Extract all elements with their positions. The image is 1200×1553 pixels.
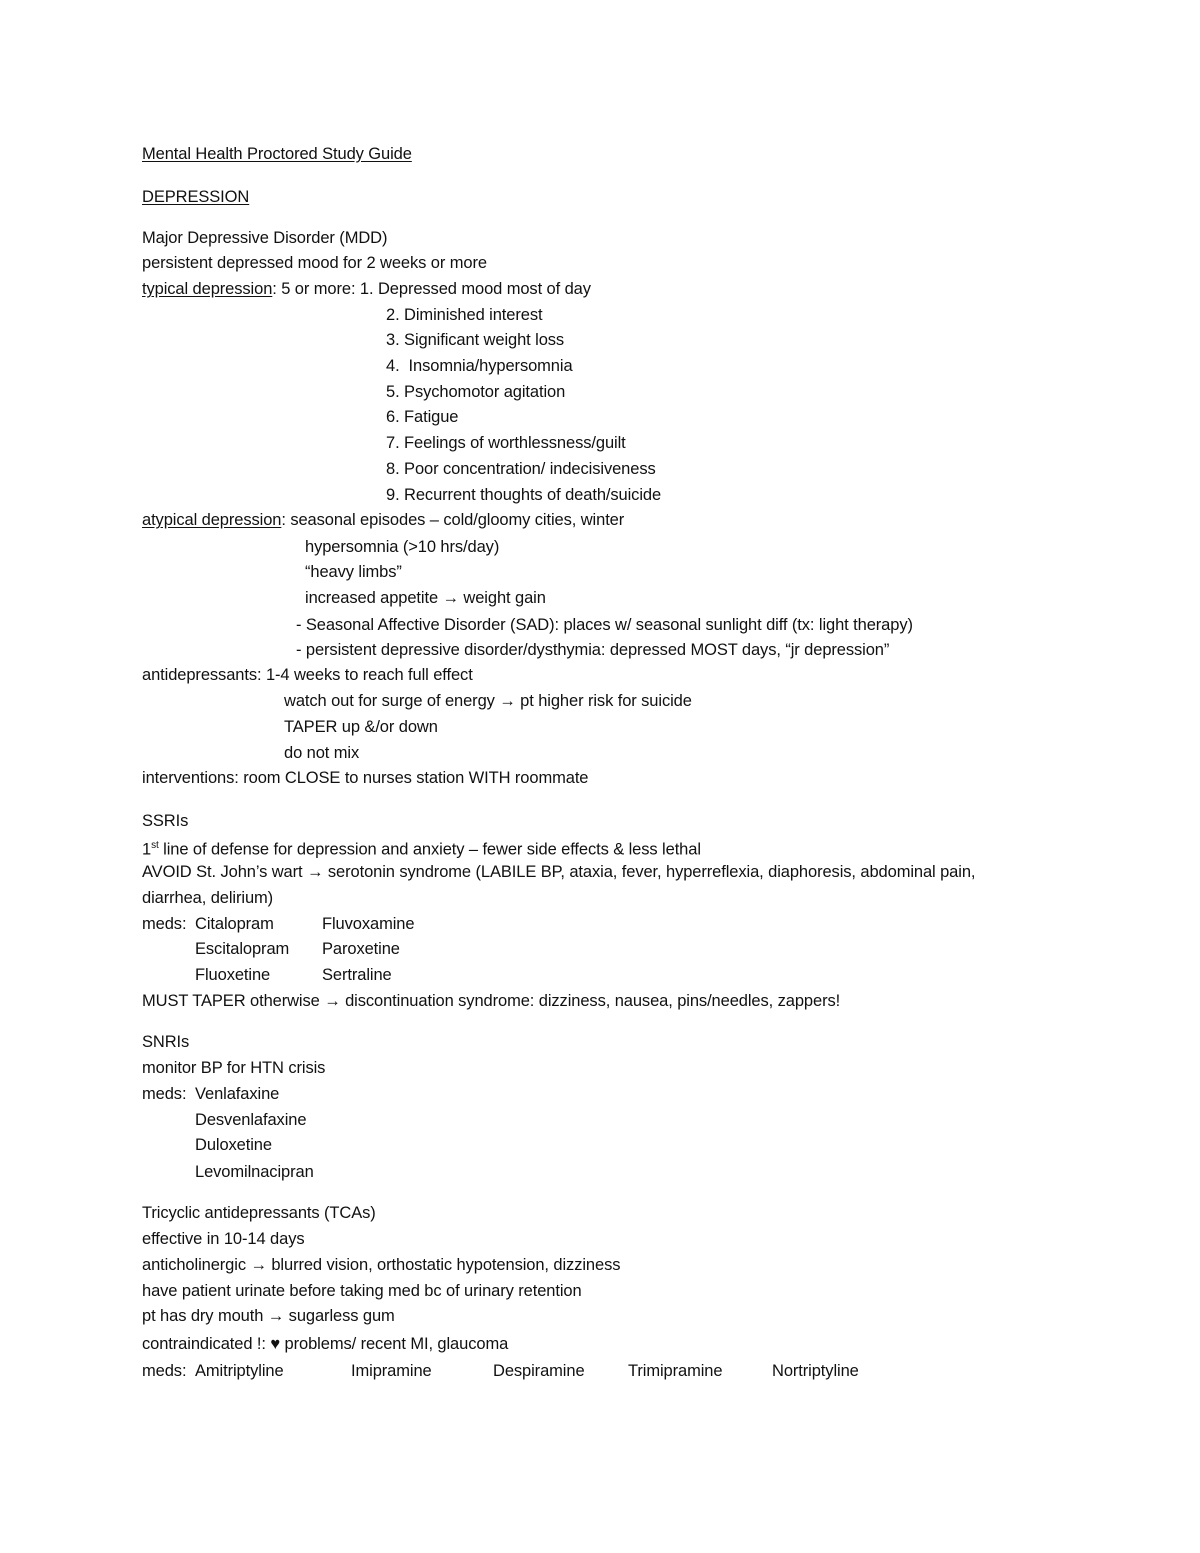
interventions-line: interventions: room CLOSE to nurses station WITH roommate <box>142 769 589 787</box>
tca-contraindicated-line: contraindicated !: ♥ problems/ recent MI, glaucoma <box>142 1335 509 1353</box>
tca-med: Trimipramine <box>628 1362 723 1380</box>
typical-depression-line <box>142 279 591 299</box>
antidepressant-note: do not mix <box>284 744 360 762</box>
ssri-avoid-line-cont: diarrhea, delirium) <box>142 889 274 907</box>
symptom-item: 3. Significant weight loss <box>386 331 565 349</box>
ssri-med: Citalopram <box>195 915 274 933</box>
symptom-item: 5. Psychomotor agitation <box>386 383 566 401</box>
ssri-first-number: 1 <box>142 840 152 859</box>
symptom-item: 2. Diminished interest <box>386 306 543 324</box>
atypical-feature: hypersomnia (>10 hrs/day) <box>305 538 500 556</box>
atypical-depression-desc: : seasonal episodes – cold/gloomy cities, winter <box>281 511 625 529</box>
typical-depression-label: typical depression <box>142 280 273 298</box>
symptom-item: 8. Poor concentration/ indecisiveness <box>386 460 656 478</box>
symptom-item: 6. Fatigue <box>386 408 459 426</box>
ssri-first-line <box>142 836 701 860</box>
tca-line: anticholinergic → blurred vision, orthostatic hypotension, dizziness <box>142 1256 621 1274</box>
antidepressants-line: antidepressants: 1-4 weeks to reach full effect <box>142 666 473 684</box>
sad-line: - Seasonal Affective Disorder (SAD): places w/ seasonal sunlight diff (tx: light therapy) <box>296 616 913 634</box>
antidepressant-note: watch out for surge of energy → pt higher risk for suicide <box>284 692 692 710</box>
tca-med: Amitriptyline <box>195 1362 284 1380</box>
pdd-line: - persistent depressive disorder/dysthymia: depressed MOST days, “jr depression” <box>296 641 890 659</box>
contraindicated-label: contraindicated <box>142 1335 253 1353</box>
snri-med: Venlafaxine <box>195 1085 280 1103</box>
exclamation-icon: ! <box>256 1335 262 1353</box>
tca-heading: Tricyclic antidepressants (TCAs) <box>142 1204 376 1222</box>
tca-line: effective in 10-14 days <box>142 1230 305 1248</box>
ssri-med: Sertraline <box>322 966 392 984</box>
antidepressant-note: TAPER up &/or down <box>284 718 438 736</box>
ssri-first-superscript: st <box>151 840 159 851</box>
tca-med: Imipramine <box>351 1362 432 1380</box>
ssri-heading: SSRIs <box>142 812 189 830</box>
section-heading-depression: DEPRESSION <box>142 188 250 206</box>
snri-med: Desvenlafaxine <box>195 1111 307 1129</box>
heart-icon: ♥ <box>270 1335 281 1353</box>
symptom-item: 4. Insomnia/hypersomnia <box>386 357 573 375</box>
ssri-med: Fluoxetine <box>195 966 271 984</box>
tca-line: pt has dry mouth → sugarless gum <box>142 1307 395 1325</box>
tca-med: Despiramine <box>493 1362 585 1380</box>
snri-monitor-line: monitor BP for HTN crisis <box>142 1059 326 1077</box>
symptom-item: 7. Feelings of worthlessness/guilt <box>386 434 626 452</box>
tca-med: Nortriptyline <box>772 1362 859 1380</box>
ssri-first-text: line of defense for depression and anxiety – fewer side effects & less lethal <box>158 840 701 859</box>
ssri-meds-label: meds: <box>142 915 187 933</box>
atypical-depression-line <box>142 510 624 530</box>
tca-meds-label: meds: <box>142 1362 187 1380</box>
document-title: Mental Health Proctored Study Guide <box>142 145 412 163</box>
mdd-duration-line: persistent depressed mood for 2 weeks or more <box>142 254 487 272</box>
atypical-feature: increased appetite → weight gain <box>305 589 546 607</box>
atypical-depression-label: atypical depression <box>142 511 282 529</box>
ssri-med: Fluvoxamine <box>322 915 415 933</box>
typical-depression-criteria: : 5 or more: 1. Depressed mood most of day <box>272 280 591 298</box>
symptom-item: 9. Recurrent thoughts of death/suicide <box>386 486 662 504</box>
ssri-avoid-line: AVOID St. John’s wart → serotonin syndrome (LABILE BP, ataxia, fever, hyperreflexia, diaphoresis, abdominal pain, <box>142 863 976 881</box>
ssri-med: Paroxetine <box>322 940 400 958</box>
snri-med: Levomilnacipran <box>195 1163 314 1181</box>
ssri-med: Escitalopram <box>195 940 290 958</box>
mdd-heading: Major Depressive Disorder (MDD) <box>142 229 388 247</box>
snri-heading: SNRIs <box>142 1033 190 1051</box>
ssri-taper-line: MUST TAPER otherwise → discontinuation syndrome: dizziness, nausea, pins/needles, zappers! <box>142 992 841 1010</box>
tca-line: have patient urinate before taking med bc of urinary retention <box>142 1282 582 1300</box>
contraindicated-text: problems/ recent MI, glaucoma <box>280 1335 509 1353</box>
atypical-feature: “heavy limbs” <box>305 563 402 581</box>
snri-med: Duloxetine <box>195 1136 272 1154</box>
snri-meds-label: meds: <box>142 1085 187 1103</box>
